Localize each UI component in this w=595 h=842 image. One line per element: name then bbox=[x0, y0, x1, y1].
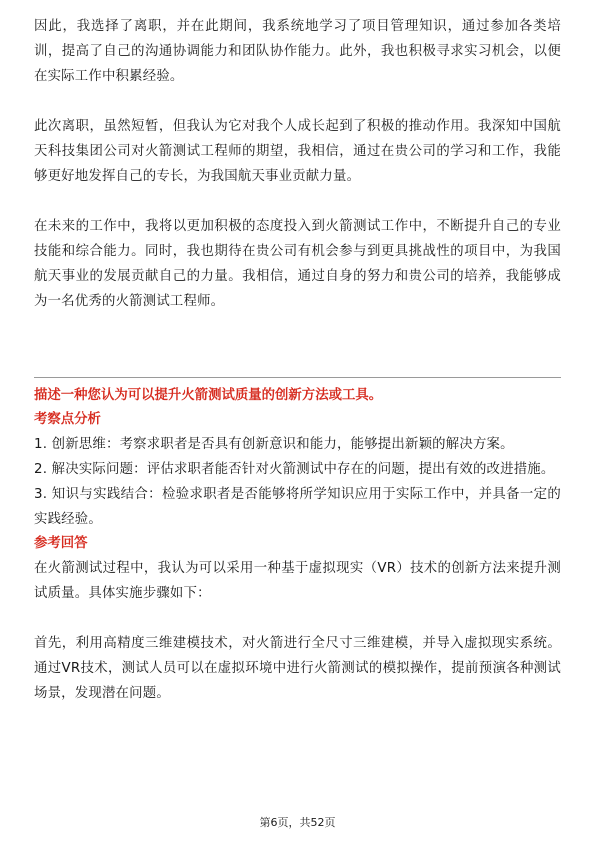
intro-paragraph-3: 在未来的工作中，我将以更加积极的态度投入到火箭测试工作中，不断提升自己的专业技能和综合能力。同时，我也期待在贵公司有机会参与到更具挑战性的项目中，为我国航天事业的发展贡献自己的力量。我相信，通过自身的努力和贵公司的培养，我能够成为一名优秀的火箭测试工程师。 bbox=[34, 219, 561, 309]
page-number: 第6页，共52页 bbox=[259, 816, 336, 829]
intro-paragraph-2: 此次离职，虽然短暂，但我认为它对我个人成长起到了积极的推动作用。我深知中国航天科技集团公司对火箭测试工程师的期望，我相信，通过在贵公司的学习和工作，我能够更好地发挥自己的专长，为我国航天事业贡献力量。 bbox=[34, 119, 561, 184]
analysis-item-3: 3. 知识与实践结合：检验求职者是否能够将所学知识应用于实际工作中，并具备一定的实践经验。 bbox=[34, 487, 561, 527]
analysis-item-2: 2. 解决实际问题：评估求职者能否针对火箭测试中存在的问题，提出有效的改进措施。 bbox=[34, 462, 555, 477]
answer-paragraph-1: 在火箭测试过程中，我认为可以采用一种基于虚拟现实（VR）技术的创新方法来提升测试质量。具体实施步骤如下： bbox=[34, 561, 561, 601]
paragraph-gap bbox=[34, 189, 561, 214]
question-title: 描述一种您认为可以提升火箭测试质量的创新方法或工具。 bbox=[34, 388, 383, 403]
paragraph-gap bbox=[34, 606, 561, 631]
analysis-heading: 考察点分析 bbox=[34, 412, 101, 427]
analysis-item-1: 1. 创新思维：考察求职者是否具有创新意识和能力，能够提出新颖的解决方案。 bbox=[34, 437, 514, 452]
intro-block bbox=[34, 14, 561, 314]
answer-paragraph-2: 首先，利用高精度三维建模技术，对火箭进行全尺寸三维建模，并导入虚拟现实系统。通过VR技术，测试人员可以在虚拟环境中进行火箭测试的模拟操作，提前预演各种测试场景，发现潜在问题。 bbox=[34, 636, 561, 701]
question-section bbox=[34, 383, 561, 706]
intro-paragraph-1: 因此，我选择了离职，并在此期间，我系统地学习了项目管理知识，通过参加各类培训，提高了自己的沟通协调能力和团队协作能力。此外，我也积极寻求实习机会，以便在实际工作中积累经验。 bbox=[34, 19, 561, 84]
answer-heading: 参考回答 bbox=[34, 536, 88, 551]
section-divider bbox=[34, 377, 561, 378]
paragraph-gap bbox=[34, 89, 561, 114]
